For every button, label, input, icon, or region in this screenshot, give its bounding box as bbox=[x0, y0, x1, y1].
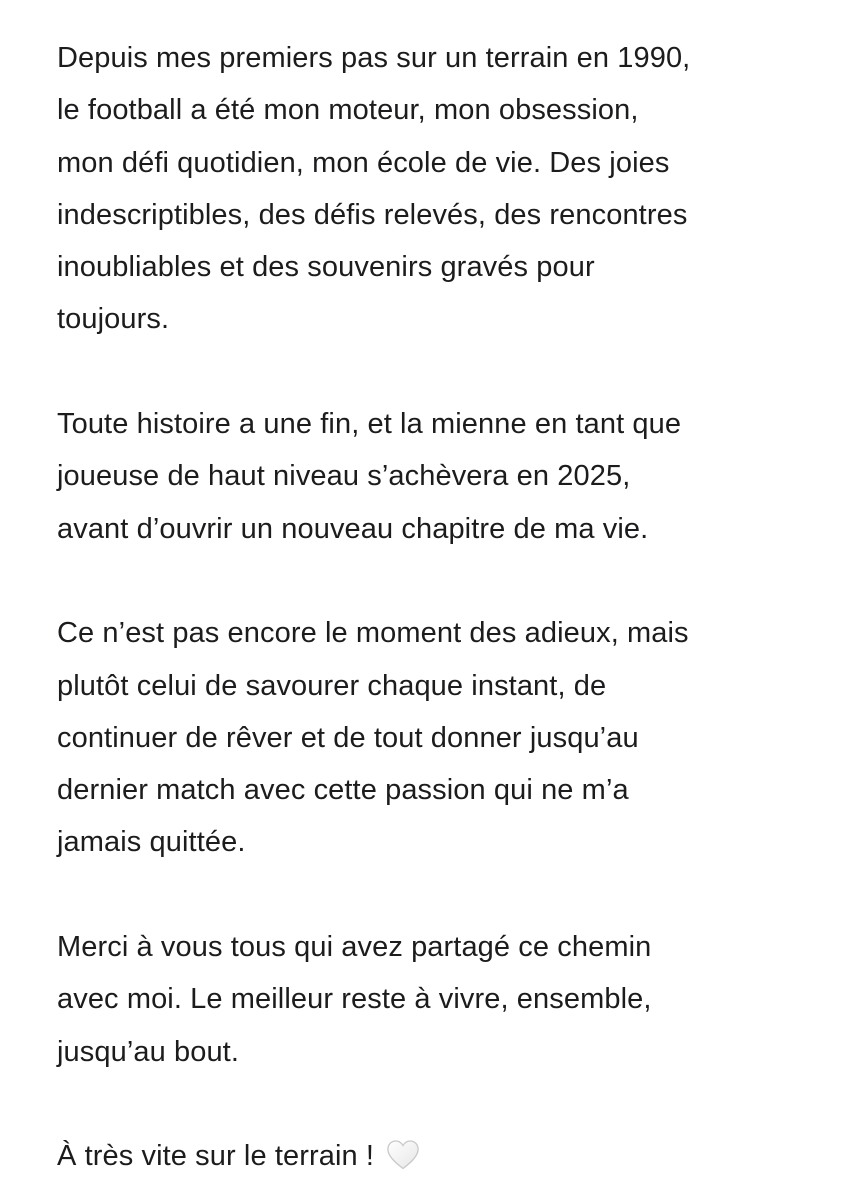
paragraph-spacer bbox=[57, 555, 837, 607]
text-line: avant d’ouvrir un nouveau chapitre de ma vie. bbox=[57, 512, 649, 545]
paragraph-spacer bbox=[57, 346, 837, 398]
text-line: Ce n’est pas encore le moment des adieux, mais bbox=[57, 617, 689, 650]
text-line: Toute histoire a une fin, et la mienne en tant que bbox=[57, 408, 682, 441]
text-line: continuer de rêver et de tout donner jusqu’au bbox=[57, 721, 639, 754]
paragraph-career bbox=[57, 32, 837, 346]
text-line: avec moi. Le meilleur reste à vivre, ensemble, bbox=[57, 983, 652, 1016]
text-line: joueuse de haut niveau s’achèvera en 2025, bbox=[57, 460, 631, 493]
closing-text: À très vite sur le terrain ! bbox=[57, 1140, 375, 1173]
text-line: mon défi quotidien, mon école de vie. Des joies bbox=[57, 146, 670, 179]
text-line: jusqu’au bout. bbox=[57, 1035, 239, 1068]
text-line: le football a été mon moteur, mon obsession, bbox=[57, 94, 639, 127]
text-line: jamais quittée. bbox=[57, 826, 246, 859]
paragraph-spacer bbox=[57, 869, 837, 921]
paragraph-closing bbox=[57, 1130, 837, 1182]
paragraph-not-goodbye bbox=[57, 607, 837, 868]
text-line: dernier match avec cette passion qui ne m’a bbox=[57, 774, 629, 807]
text-line: inoubliables et des souvenirs gravés pour bbox=[57, 251, 595, 284]
text-line: Depuis mes premiers pas sur un terrain en 1990, bbox=[57, 42, 691, 74]
white-heart-icon bbox=[386, 1136, 420, 1188]
text-line: toujours. bbox=[57, 303, 170, 336]
text-line: plutôt celui de savourer chaque instant, de bbox=[57, 669, 607, 702]
paragraph-ending bbox=[57, 398, 837, 555]
text-line: indescriptibles, des défis relevés, des rencontres bbox=[57, 198, 688, 231]
paragraph-spacer bbox=[57, 1078, 837, 1130]
closing-line bbox=[57, 1130, 837, 1182]
paragraph-thanks bbox=[57, 921, 837, 1078]
note-body bbox=[57, 32, 837, 1183]
text-line: Merci à vous tous qui avez partagé ce chemin bbox=[57, 931, 652, 964]
